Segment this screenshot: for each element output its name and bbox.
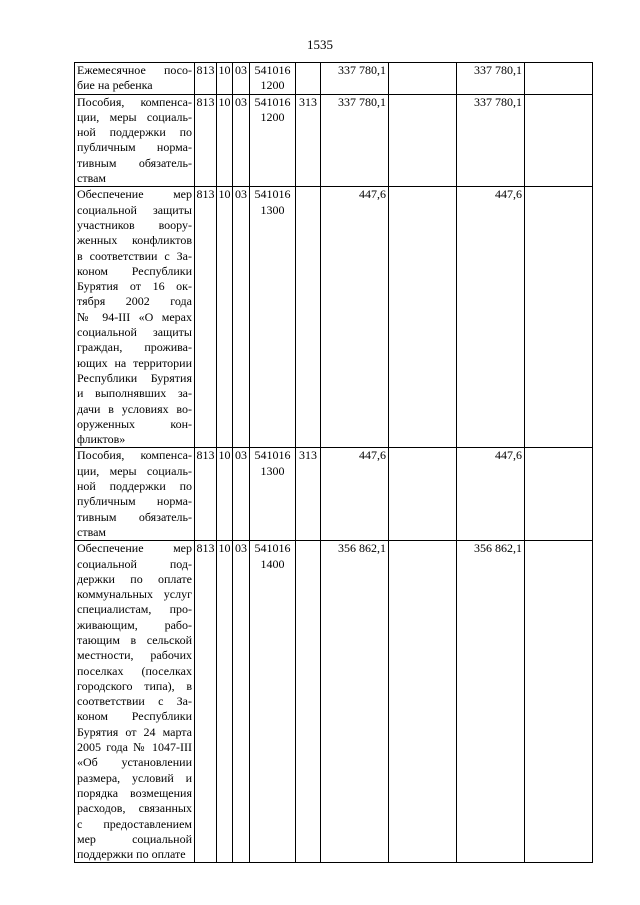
expense-name-cell	[75, 541, 195, 863]
expense-name-line: дачи в условиях во-	[77, 401, 192, 416]
expense-type-cell	[296, 187, 321, 448]
target-article-cell	[250, 541, 296, 863]
amount-cell: 337 780,1	[457, 63, 525, 95]
expense-name-line: ции, меры социаль-	[77, 109, 192, 124]
table-row	[75, 541, 593, 863]
expense-name-cell	[75, 63, 195, 95]
expense-name-line: «Об установлении	[77, 755, 192, 770]
expense-name-line: коном Республики	[77, 263, 192, 278]
expense-name-line: № 94-III «О мерах	[77, 309, 192, 324]
expense-name-line: городского типа), в	[77, 678, 192, 693]
expense-name-line: живающим, рабо-	[77, 617, 192, 632]
expense-name-line: тающим в сельской	[77, 632, 192, 647]
expense-name-line: коммунальных услуг	[77, 587, 192, 602]
amount-cell: 447,6	[457, 187, 525, 448]
table-row	[75, 63, 593, 95]
section-code-cell: 10	[217, 187, 233, 448]
expense-name-line: поселках (поселках	[77, 663, 192, 678]
target-article-part: 541016	[254, 94, 291, 109]
expense-name-line: тивным обязатель-	[77, 155, 192, 170]
target-article-cell	[250, 63, 296, 95]
ministry-code-cell: 813	[195, 448, 217, 541]
amount-cell	[525, 94, 593, 187]
expense-name-line: бие на ребенка	[77, 78, 153, 93]
expense-name-line: фликтов»	[77, 432, 126, 447]
expense-name-line: расходов, связанных	[77, 801, 192, 816]
expense-name-line: граждан, прожива-	[77, 340, 192, 355]
target-article-part: 541016	[254, 541, 291, 556]
subsection-code-cell: 03	[233, 63, 250, 95]
target-article-part: 1200	[260, 78, 285, 93]
expense-name-line: держки по оплате	[77, 571, 192, 586]
amount-cell	[525, 541, 593, 863]
expense-name-line: с предоставлением	[77, 816, 192, 831]
amount-cell: 337 780,1	[321, 94, 389, 187]
budget-table	[74, 62, 593, 863]
expense-name-cell	[75, 94, 195, 187]
expense-name-line: Пособия, компенса-	[77, 448, 192, 463]
amount-cell: 337 780,1	[321, 63, 389, 95]
table-row	[75, 187, 593, 448]
expense-name-line: социальной под-	[77, 556, 192, 571]
expense-name-line: и выполнявших за-	[77, 386, 192, 401]
ministry-code-cell: 813	[195, 63, 217, 95]
expense-name-line: 2005 года № 1047-III	[77, 740, 192, 755]
ministry-code-cell: 813	[195, 94, 217, 187]
ministry-code-cell: 813	[195, 541, 217, 863]
expense-type-cell: 313	[296, 94, 321, 187]
expense-name-line: местности, рабочих	[77, 648, 192, 663]
expense-name-line: Обеспечение мер	[77, 187, 192, 202]
expense-name-line: размера, условий и	[77, 770, 192, 785]
amount-cell: 447,6	[321, 448, 389, 541]
subsection-code-cell: 03	[233, 448, 250, 541]
subsection-code-cell: 03	[233, 94, 250, 187]
section-code-cell: 10	[217, 541, 233, 863]
expense-name-line: мер социальной	[77, 831, 192, 846]
amount-cell: 447,6	[457, 448, 525, 541]
expense-name-line: Бурятия от 16 ок-	[77, 279, 192, 294]
table-row	[75, 94, 593, 187]
expense-name-line: женных конфликтов	[77, 233, 192, 248]
expense-name-line: ной поддержки по	[77, 479, 192, 494]
amount-cell	[389, 187, 457, 448]
expense-type-cell: 313	[296, 448, 321, 541]
amount-cell	[389, 541, 457, 863]
expense-name-line: Бурятия от 24 марта	[77, 724, 192, 739]
amount-cell	[389, 448, 457, 541]
expense-name-line: участников воору-	[77, 217, 192, 232]
section-code-cell: 10	[217, 63, 233, 95]
expense-name-line: ной поддержки по	[77, 125, 192, 140]
amount-cell	[525, 63, 593, 95]
expense-name-line: коном Республики	[77, 709, 192, 724]
target-article-part: 1200	[260, 109, 285, 124]
expense-name-line: в соответствии с За-	[77, 248, 192, 263]
section-code-cell: 10	[217, 94, 233, 187]
target-article-part: 1300	[260, 463, 285, 478]
expense-name-line: социальной защиты	[77, 202, 192, 217]
table-row	[75, 448, 593, 541]
amount-cell: 356 862,1	[321, 541, 389, 863]
amount-cell: 447,6	[321, 187, 389, 448]
expense-name-line: публичным норма-	[77, 140, 192, 155]
target-article-cell	[250, 187, 296, 448]
expense-name-cell	[75, 187, 195, 448]
expense-name-line: социальной защиты	[77, 325, 192, 340]
target-article-part: 541016	[254, 187, 291, 202]
expense-type-cell	[296, 63, 321, 95]
subsection-code-cell: 03	[233, 187, 250, 448]
expense-name-line: ции, меры социаль-	[77, 463, 192, 478]
target-article-part: 541016	[254, 63, 291, 77]
target-article-cell	[250, 94, 296, 187]
target-article-part: 1400	[260, 556, 285, 571]
amount-cell: 337 780,1	[457, 94, 525, 187]
expense-name-line: соответствии с За-	[77, 694, 192, 709]
amount-cell	[389, 94, 457, 187]
section-code-cell: 10	[217, 448, 233, 541]
amount-cell	[525, 187, 593, 448]
target-article-part: 541016	[254, 448, 291, 463]
amount-cell	[389, 63, 457, 95]
expense-name-line: Республики Бурятия	[77, 370, 192, 385]
expense-name-line: поддержки по оплате	[77, 847, 186, 862]
expense-name-line: Обеспечение мер	[77, 541, 192, 556]
expense-name-line: ющих на территории	[77, 355, 192, 370]
expense-name-line: тивным обязатель-	[77, 509, 192, 524]
amount-cell	[525, 448, 593, 541]
expense-name-cell	[75, 448, 195, 541]
expense-type-cell	[296, 541, 321, 863]
target-article-cell	[250, 448, 296, 541]
target-article-part: 1300	[260, 202, 285, 217]
subsection-code-cell: 03	[233, 541, 250, 863]
expense-name-line: ствам	[77, 524, 106, 539]
ministry-code-cell: 813	[195, 187, 217, 448]
expense-name-line: порядка возмещения	[77, 785, 192, 800]
amount-cell: 356 862,1	[457, 541, 525, 863]
expense-name-line: Ежемесячное посо-	[77, 63, 192, 77]
expense-name-line: ствам	[77, 171, 106, 186]
expense-name-line: Пособия, компенса-	[77, 94, 192, 109]
page-number: 1535	[307, 37, 333, 52]
expense-name-line: оруженных кон-	[77, 416, 192, 431]
expense-name-line: специалистам, про-	[77, 602, 192, 617]
expense-name-line: тября 2002 года	[77, 294, 192, 309]
expense-name-line: публичным норма-	[77, 494, 192, 509]
